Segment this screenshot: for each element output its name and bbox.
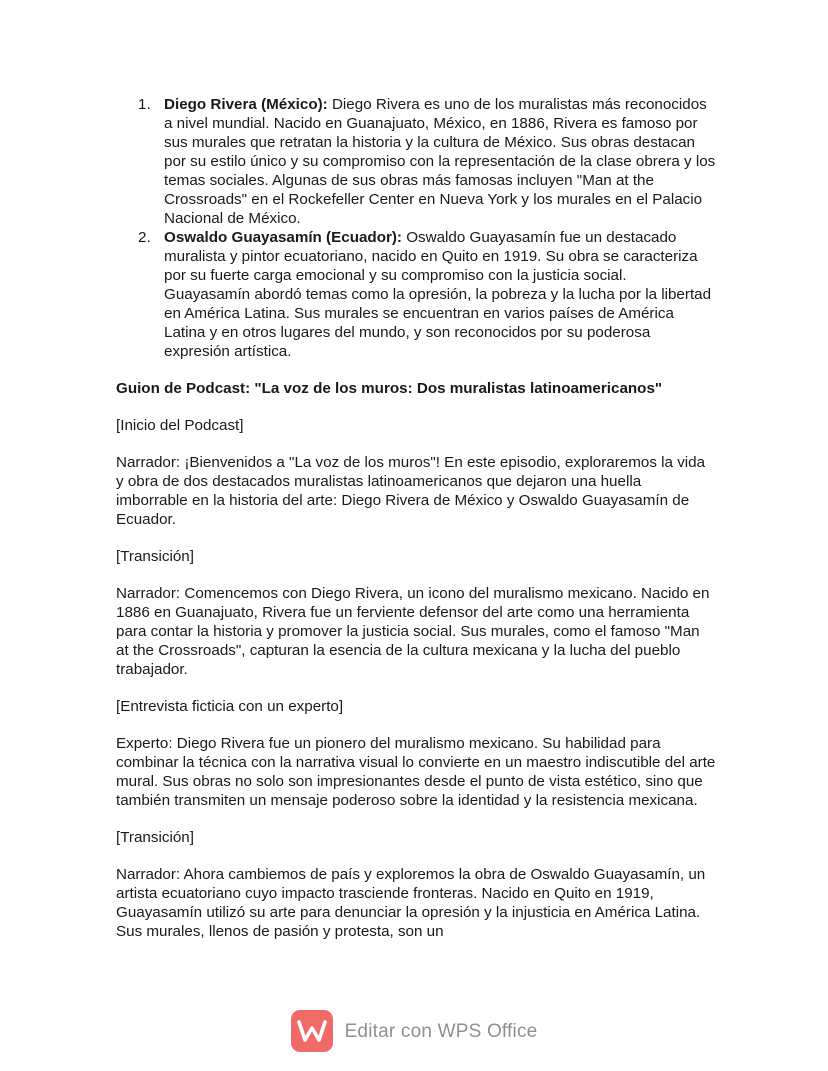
wps-edit-banner[interactable]: [0, 1010, 828, 1052]
list-number: 2.: [138, 229, 151, 246]
muralist-name: Oswaldo Guayasamín (Ecuador):: [164, 229, 402, 246]
stage-direction: [Transición]: [116, 829, 194, 846]
stage-direction: [Transición]: [116, 548, 194, 565]
list-item: [138, 95, 716, 228]
podcast-script-title: Guion de Podcast: "La voz de los muros: Dos muralistas latinoamericanos": [116, 380, 663, 397]
wps-office-logo-icon: [291, 1010, 333, 1052]
muralist-list: [116, 95, 716, 361]
stage-direction: [Inicio del Podcast]: [116, 417, 244, 434]
wps-edit-label: Editar con WPS Office: [344, 1020, 538, 1042]
stage-direction: [Entrevista ficticia con un experto]: [116, 698, 344, 715]
muralist-name: Diego Rivera (México):: [164, 96, 328, 113]
narrator-paragraph: Narrador: ¡Bienvenidos a "La voz de los muros"! En este episodio, exploraremos la vida y obra de dos destacados muralistas latinoamericanos que dejaron una huella imborrable en la historia del arte: Diego Rivera de México y Oswaldo Guayasamín de Ecuador.: [116, 454, 706, 528]
muralist-description: Oswaldo Guayasamín fue un destacado muralista y pintor ecuatoriano, nacido en Quito en 1919. Su obra se caracteriza por su fuerte carga emocional y su compromiso con la justicia social. Guayasamín abordó temas como la opresión, la pobreza y la lucha por la libertad en América Latina. Sus murales se encuentran en varios países de América Latina y en otros lugares del mundo, y son reconocidos por su poderosa expresión artística.: [164, 229, 712, 360]
list-number: 1.: [138, 96, 151, 113]
narrator-paragraph: Narrador: Comencemos con Diego Rivera, un icono del muralismo mexicano. Nacido en 1886 en Guanajuato, Rivera fue un ferviente defensor del arte como una herramienta para contar la historia y promover la justicia social. Sus murales, como el famoso "Man at the Crossroads", capturan la esencia de la cultura mexicana y la lucha del pueblo trabajador.: [116, 585, 710, 678]
list-item: [138, 228, 716, 361]
narrator-paragraph: Narrador: Ahora cambiemos de país y exploremos la obra de Oswaldo Guayasamín, un artista ecuatoriano cuyo impacto trasciende fronteras. Nacido en Quito en 1919, Guayasamín utilizó su arte para denunciar la opresión y la injusticia en América Latina. Sus murales, llenos de pasión y protesta, son un: [116, 866, 706, 940]
muralist-description: Diego Rivera es uno de los muralistas más reconocidos a nivel mundial. Nacido en Guanajuato, México, en 1886, Rivera es famoso por sus murales que retratan la historia y la cultura de México. Sus obras destacan por su estilo único y su compromiso con la representación de la clase obrera y los temas sociales. Algunas de sus obras más famosas incluyen "Man at the Crossroads" en el Rockefeller Center en Nueva York y los murales en el Palacio Nacional de México.: [164, 96, 716, 227]
expert-paragraph: Experto: Diego Rivera fue un pionero del muralismo mexicano. Su habilidad para combinar la técnica con la narrativa visual lo convierte en un maestro indiscutible del arte mural. Sus obras no solo son impresionantes desde el punto de vista estético, sino que también transmiten un mensaje poderoso sobre la identidad y la resistencia mexicana.: [116, 735, 716, 809]
document-content: [116, 95, 716, 941]
